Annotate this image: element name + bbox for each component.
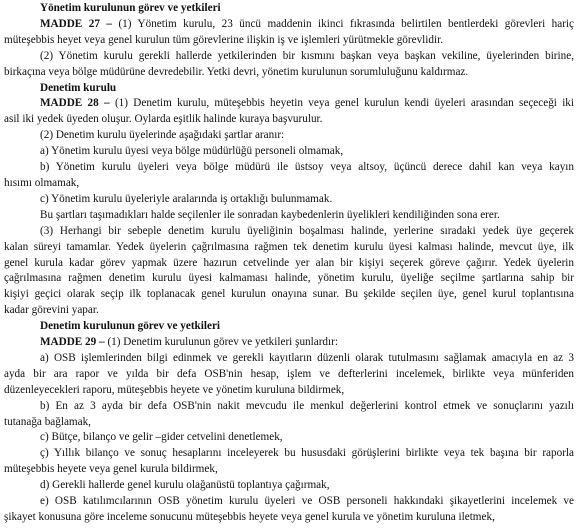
paragraph-text: (1) Yönetim kurulu, 23 üncü maddenin ikinci fıkrasında belirtilen bentlerdeki görevleri hariç <box>118 17 574 30</box>
list-item-continuation: hısımı olmamak, <box>4 176 80 189</box>
paragraph-line: (3) Herhangi bir sebeple denetim kurulu üyeliğinin boşalması halinde, yerlerine sıradaki yedek üye geçerek <box>40 224 574 237</box>
section-heading: Denetim kurulu <box>40 81 117 94</box>
list-item: d) Gerekli hallerde genel kurulu olağanüstü toplantıya çağırmak, <box>40 479 330 492</box>
list-item: c) Bütçe, bilanço ve gelir –gider cetvelini denetlemek, <box>40 431 283 444</box>
article-title: MADDE 27 – <box>40 17 112 30</box>
paragraph-line: Bu şartları taşımadıkları halde seçilenler ile sonradan kaybedenlerin üyelikleri kendiliğinden sona erer. <box>40 208 500 221</box>
paragraph-line <box>4 96 574 112</box>
list-item-continuation: düzenleyecekleri raporu, müteşebbis heyete ve yönetim kuruluna bildirmek, <box>4 383 345 396</box>
article-title: MADDE 29 – <box>40 336 105 349</box>
list-item-continuation: ayda bir ara rapor ve yılda bir defa OSB'nin hesap, işlem ve defterlerini incelemek, birlikte veya münferiden <box>4 367 574 380</box>
list-item: b) Yönetim kurulu üyeleri veya bölge müdürü ile üstsoy veya altsoy, üçüncü derece dahil kan veya kayın <box>40 161 574 174</box>
list-item-continuation: müteşebbis heyete veya genel kurula bildirmek, <box>4 463 218 476</box>
list-item: b) En az 3 ayda bir defa OSB'nin nakit mevcudu ile menkul değerlerini kontrol etmek ve sonuçlarını yazılı <box>40 399 574 412</box>
paragraph-line: kişiyi geçici olarak seçip ilk toplanacak genel kurulun onayına sunar. Bu şekilde seçilen üye, genel kurul toplantısına <box>4 288 574 301</box>
paragraph-line: çağrılmasına rağmen denetim kurulu üyesi kalmaması halinde, yönetim kurulu, üyeliğe seçilme şartlarına sahip bir <box>4 272 574 285</box>
paragraph-text: (1) Denetim kurulu, müteşebbis heyetin veya genel kurulun kendi üyeleri arasından seçeceği iki <box>114 97 574 110</box>
list-item: a) OSB işlemlerinden bilgi edinmek ve gerekli kayıtların düzenli olarak tutulmasını sağlamak amacıyla en az 3 <box>40 351 574 364</box>
article-title: MADDE 28 – <box>40 97 110 110</box>
paragraph-line <box>4 17 574 33</box>
list-item: ç) Yıllık bilanço ve sonuç hesaplarını inceleyerek bu hususdaki görüşlerini birlikte veya tek başına bir raporla <box>40 447 574 460</box>
list-item: c) Yönetim kurulu üyeleriyle aralarında iş ortaklığı bulunmamak. <box>40 192 333 205</box>
paragraph-text: (1) Denetim kurulunun görev ve yetkileri şunlardır: <box>107 336 338 349</box>
paragraph-line: (2) Yönetim kurulu gerekli hallerde yetkilerinden bir kısmını başkan veya başkan vekiline, üyelerinden birine, <box>40 49 574 62</box>
paragraph-line: kalan süreyi tamamlar. Yedek üyelerin çağrılmasına rağmen tek denetim kurulu üyesi kalması halinde, mevcut üye, ilk <box>4 240 574 253</box>
section-heading: Denetim kurulunun görev ve yetkileri <box>40 320 221 333</box>
paragraph-line: genel kurula kadar görev yapmak üzere hazırun cetvelinde yer alan bir kişiyi seçerek göreve çağırır. Yedek üyelerin <box>4 256 574 269</box>
paragraph-line: asil iki yedek üyeden oluşur. Oylarda eşitlik halinde kuraya başvurulur. <box>4 113 323 126</box>
list-item-continuation: tutanağa bağlamak, <box>4 415 91 428</box>
paragraph-line: müteşebbis heyet veya genel kurulun tüm görevlerine ilişkin iş ve işlemleri yürütmekle görevlidir. <box>4 33 444 46</box>
paragraph-line <box>4 335 574 351</box>
section-heading: Yönetim kurulunun görev ve yetkileri <box>40 2 221 14</box>
list-item: a) Yönetim kurulu üyesi veya bölge müdürlüğü personeli olmamak, <box>40 145 344 158</box>
paragraph-line: (2) Denetim kurulu üyelerinde aşağıdaki şartlar aranır: <box>40 129 285 142</box>
paragraph-line: kadar görevini yapar. <box>4 304 99 317</box>
paragraph-line: birkaçına veya bölge müdürüne devredebilir. Yetki devri, yönetim kurulunun sorumluluğunu kaldırmaz. <box>4 65 469 78</box>
list-item: e) OSB katılımcılarının OSB yönetim kurulu üyeleri ve OSB personeli hakkındaki şikayetlerini incelemek ve <box>40 495 574 508</box>
list-item-continuation: şikayet konusuna göre inceleme sonucunu müteşebbis heyete veya genel kurula ve yönetim kuruluna iletmek, <box>4 511 495 523</box>
